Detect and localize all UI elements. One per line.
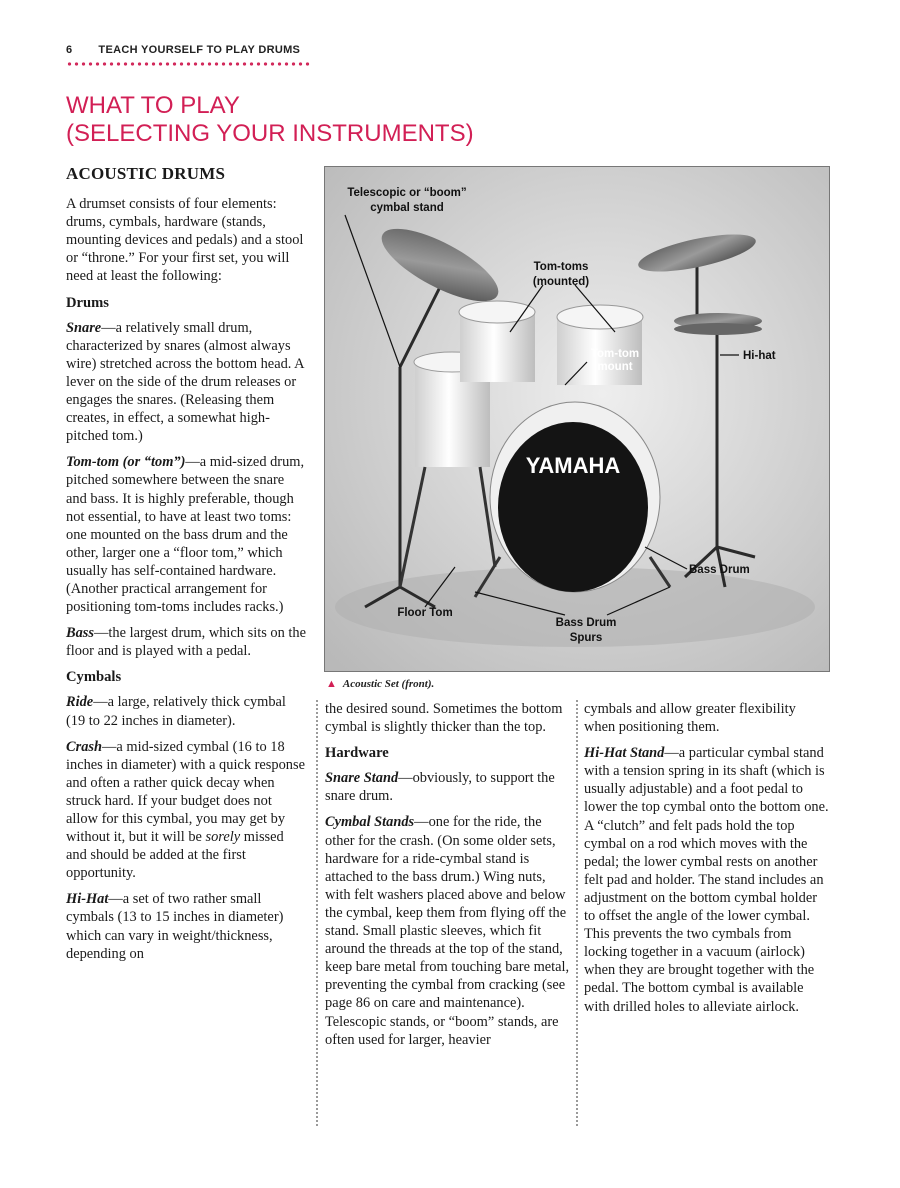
running-title: TEACH YOURSELF TO PLAY DRUMS [98,44,301,56]
hihat-paragraph [66,890,306,962]
cymbal-stands-text: —one for the ride, the other for the crash. (On some older sets, hardware for a ride-cymbal stand is attached to the bass drum.) Wing nuts, with felt washers placed above and below the cymbal, keep them from flying off the stand. Small plastic sleeves, which fit around the threads at the top of the stand, keep bare metal from touching bare metal, preventing the cymbal from cracking (see page 86 on care and maintenance). Telescopic stands, or “boom” stands, are often used for larger, heavier [325,814,570,1048]
ride-term: Ride [66,694,94,711]
snare-stand-paragraph [325,769,571,805]
hardware-heading: Hardware [325,745,389,762]
crash-text-b: missed and should be added at the first opportunity. [66,829,284,882]
header-dot-rule [66,61,310,67]
label-mount-line1: Tom-tom [590,348,640,360]
crash-emphasis: sorely [205,829,241,846]
caption-triangle-icon: ▲ [326,678,337,690]
label-spurs-line1: Bass Drum [555,617,617,629]
drumset-photo [324,166,830,672]
snare-stand-text: —obviously, to support the snare drum. [325,770,555,805]
snare-text: —a relatively small drum, characterized by snares (almost always wire) stretched across the bottom head. A lever on the side of the drum releases or engages the snares. (Releasing them creates, in effect, a somewhat high-pitched tom.) [66,319,304,445]
hihat-text: —a set of two rather small cymbals (13 to 15 inches in diameter) which can vary in weight/thickness, depending on [66,891,284,962]
cymbals-heading: Cymbals [66,669,122,686]
label-mount-line2: mount [597,361,633,373]
drums-heading: Drums [66,294,109,311]
caption-text: Acoustic Set (front). [342,678,435,690]
label-toms-line2: (mounted) [532,276,590,288]
hihat-term: Hi-Hat [66,891,109,908]
snare-paragraph [66,319,306,446]
bass-term: Bass [66,625,94,642]
bass-paragraph [66,624,306,660]
crash-paragraph [66,738,306,883]
bass-drum-logo: YAMAHA [525,453,621,478]
intro-paragraph: A drumset consists of four elements: drums, cymbals, hardware (stands, mounting devices and pedals) and a stool or “throne.” For your first set, you will need at least the following: [66,196,304,285]
figure-caption [326,678,434,690]
crash-text-a: —a mid-sized cymbal (16 to 18 inches in diameter) with a quick response and often a rather quick decay when struck hard. If your budget does not allow for this cymbal, you may get by without it, but it will be [66,738,305,846]
label-spurs-line2: Spurs [569,632,603,644]
snare-stand-term: Snare Stand [325,770,399,787]
hihat-stand-text: —a particular cymbal stand with a tension spring in its shaft (which is usually adjustable) and a foot pedal to lower the top cymbal onto the bottom one. A “clutch” and felt pads hold the top cymbal on a rod which moves with the pedal; the lower cymbal rests on another felt pad and holder. The stand includes an adjustment on the bottom cymbal holder to offset the angle of the lower cymbal. This prevents the two cymbals from locking together in a vacuum (airlock) when they are brought together with the pedal. The bottom cymbal is available with drilled holes to alleviate airlock. [584,745,829,1015]
bass-text: —the largest drum, which sits on the floor and is played with a pedal. [66,625,306,660]
section-heading: ACOUSTIC DRUMS [66,164,226,183]
column-divider-1 [316,700,318,1126]
hihat-continued: the desired sound. Sometimes the bottom cymbal is slightly thicker than the top. [325,701,563,736]
tom-term: Tom-tom (or “tom”) [66,454,186,471]
label-toms-line1: Tom-toms [533,261,589,273]
snare-term: Snare [66,319,102,336]
hihat-stand-paragraph [584,744,830,1015]
column-divider-2 [576,700,578,1126]
cymbal-stands-continued: cymbals and allow greater flexibility when positioning them. [584,701,796,736]
ride-text: —a large, relatively thick cymbal (19 to 22 inches in diameter). [66,694,286,729]
label-hihat: Hi-hat [743,350,776,362]
label-bass-drum: Bass Drum [689,564,750,576]
page-title-line1: WHAT TO PLAY [66,92,240,119]
cymbal-stands-paragraph [325,813,571,1048]
cymbal-stands-term: Cymbal Stands [325,814,415,831]
text-column-3 [584,700,830,1024]
ride-paragraph [66,693,306,729]
text-column-2 [325,700,571,1057]
crash-term: Crash [66,738,102,755]
running-header [66,44,300,56]
tom-paragraph [66,453,306,616]
tom-text: —a mid-sized drum, pitched somewhere between the snare and bass. It is highly preferable, though not essential, to have at least two toms: one mounted on the bass drum and the other, larger one a “floor tom,” which usually has self-contained hardware. (Another practical arrangement for positioning tom-toms includes racks.) [66,454,305,616]
page-title [66,92,666,148]
text-column-1 [66,165,306,971]
page-number: 6 [66,44,73,56]
hihat-stand-term: Hi-Hat Stand [584,745,665,762]
label-boom-line2: cymbal stand [370,202,444,214]
page-title-line2: (SELECTING YOUR INSTRUMENTS) [66,120,474,147]
label-floor-tom: Floor Tom [397,607,453,619]
label-boom-line1: Telescopic or “boom” [347,187,467,199]
